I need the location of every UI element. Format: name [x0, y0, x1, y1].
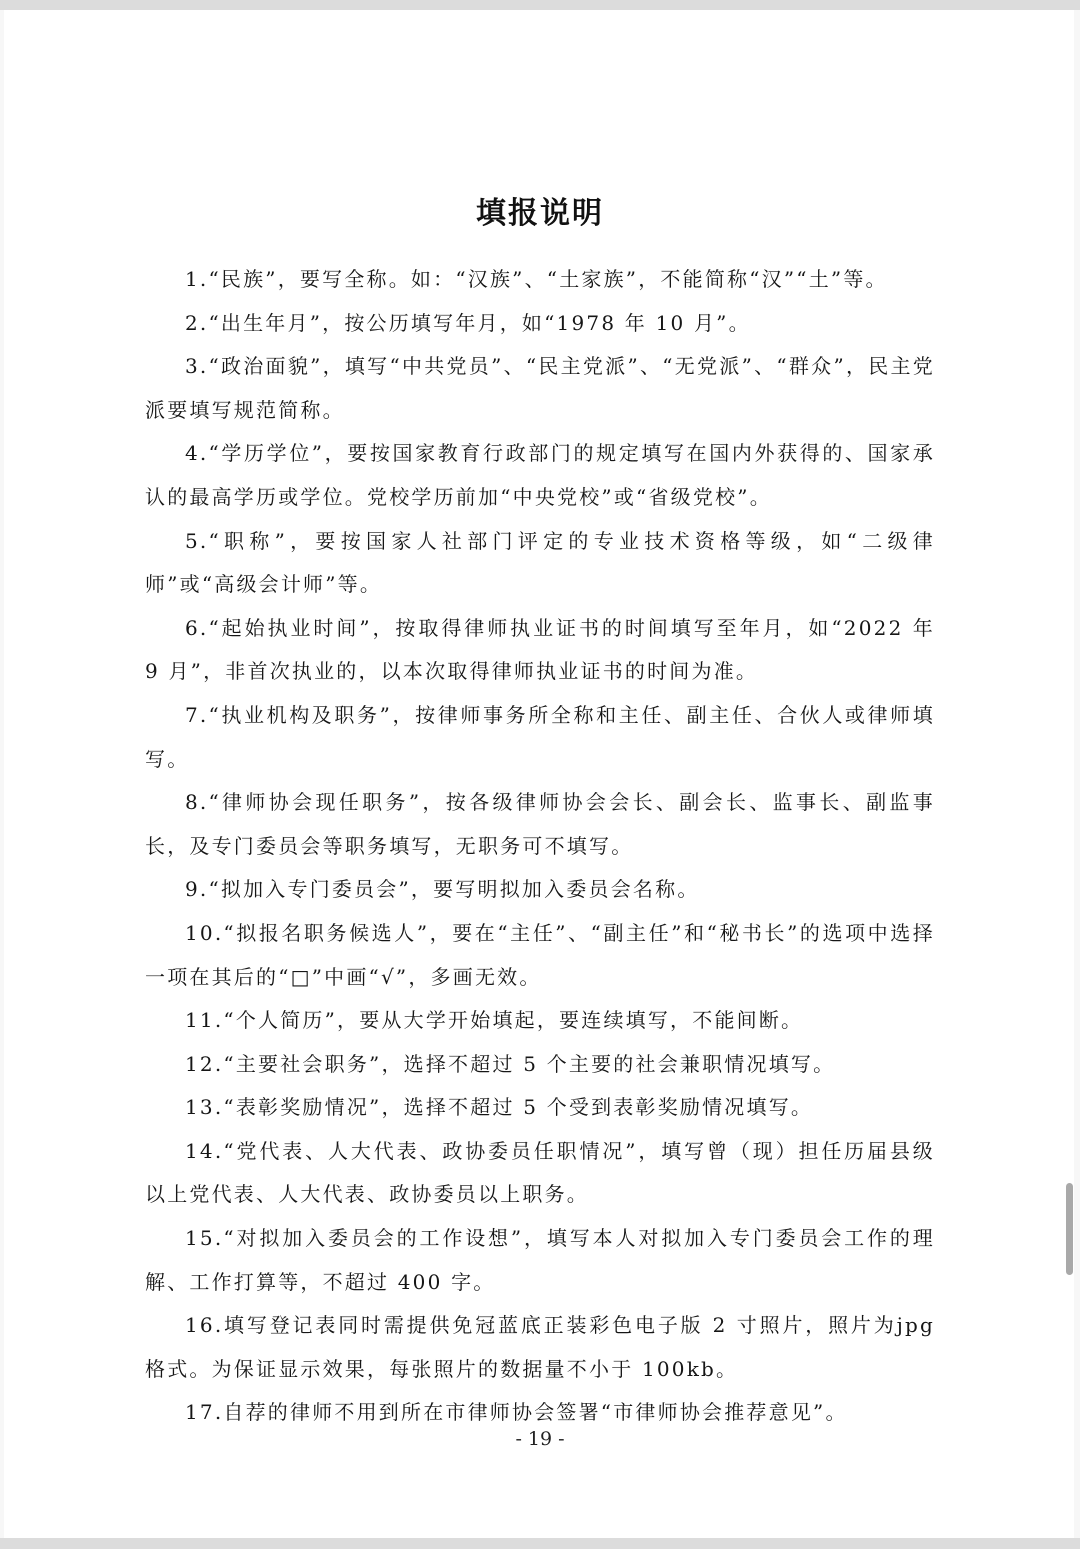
instruction-item: 12.“主要社会职务”，选择不超过 5 个主要的社会兼职情况填写。 — [185, 1051, 836, 1076]
instruction-item: 2.“出生年月”，按公历填写年月，如“1978 年 10 月”。 — [185, 310, 751, 335]
instruction-item: 5.“职称”，要按国家人社部门评定的专业技术资格等级，如“二级律师”或“高级会计师”等。 — [145, 528, 935, 597]
instruction-item: 16.填写登记表同时需提供免冠蓝底正装彩色电子版 2 寸照片，照片为jpg格式。为保证显示效果，每张照片的数据量不小于 100kb。 — [145, 1313, 935, 1381]
viewer-top-edge — [0, 0, 1080, 10]
viewer-bottom-edge — [0, 1538, 1080, 1549]
vertical-scrollbar[interactable] — [1066, 1183, 1073, 1275]
instruction-item: 1.“民族”，要写全称。如：“汉族”、“土家族”，不能简称“汉”“土”等。 — [185, 267, 888, 291]
instruction-item: 9.“拟加入专门委员会”，要写明拟加入委员会名称。 — [185, 877, 700, 902]
instruction-item: 10.“拟报名职务候选人”，要在“主任”、“副主任”和“秘书长”的选项中选择一项在其后的“□”中画“√”，多画无效。 — [145, 920, 935, 989]
instruction-item: 8.“律师协会现任职务”，按各级律师协会会长、副会长、监事长、副监事长，及专门委员会等职务填写，无职务可不填写。 — [145, 790, 935, 858]
document-title: 填报说明 — [476, 196, 604, 232]
instruction-item: 7.“执业机构及职务”，按律师事务所全称和主任、副主任、合伙人或律师填写。 — [145, 702, 935, 771]
instruction-item: 11.“个人简历”，要从大学开始填起，要连续填写，不能间断。 — [185, 1008, 804, 1033]
instruction-item: 17.自荐的律师不用到所在市律师协会签署“市律师协会推荐意见”。 — [185, 1400, 848, 1425]
instruction-item: 4.“学历学位”，要按国家教育行政部门的规定填写在国内外获得的、国家承认的最高学历或学位。党校学历前加“中央党校”或“省级党校”。 — [145, 441, 935, 509]
instruction-item: 14.“党代表、人大代表、政协委员任职情况”，填写曾（现）担任历届县级以上党代表、人大代表、政协委员以上职务。 — [145, 1138, 935, 1207]
instruction-item: 13.“表彰奖励情况”，选择不超过 5 个受到表彰奖励情况填写。 — [185, 1095, 814, 1120]
instruction-item: 3.“政治面貌”，填写“中共党员”、“民主党派”、“无党派”、“群众”，民主党派要填写规范简称。 — [145, 354, 935, 422]
instruction-item: 6.“起始执业时间”，按取得律师执业证书的时间填写至年月，如“2022 年 9 月”，非首次执业的，以本次取得律师执业证书的时间为准。 — [145, 615, 935, 684]
page-number: - 19 - — [515, 1428, 565, 1450]
instructions-list — [145, 258, 935, 1435]
instruction-item: 15.“对拟加入委员会的工作设想”，填写本人对拟加入专门委员会工作的理解、工作打算等，不超过 400 字。 — [145, 1226, 935, 1294]
